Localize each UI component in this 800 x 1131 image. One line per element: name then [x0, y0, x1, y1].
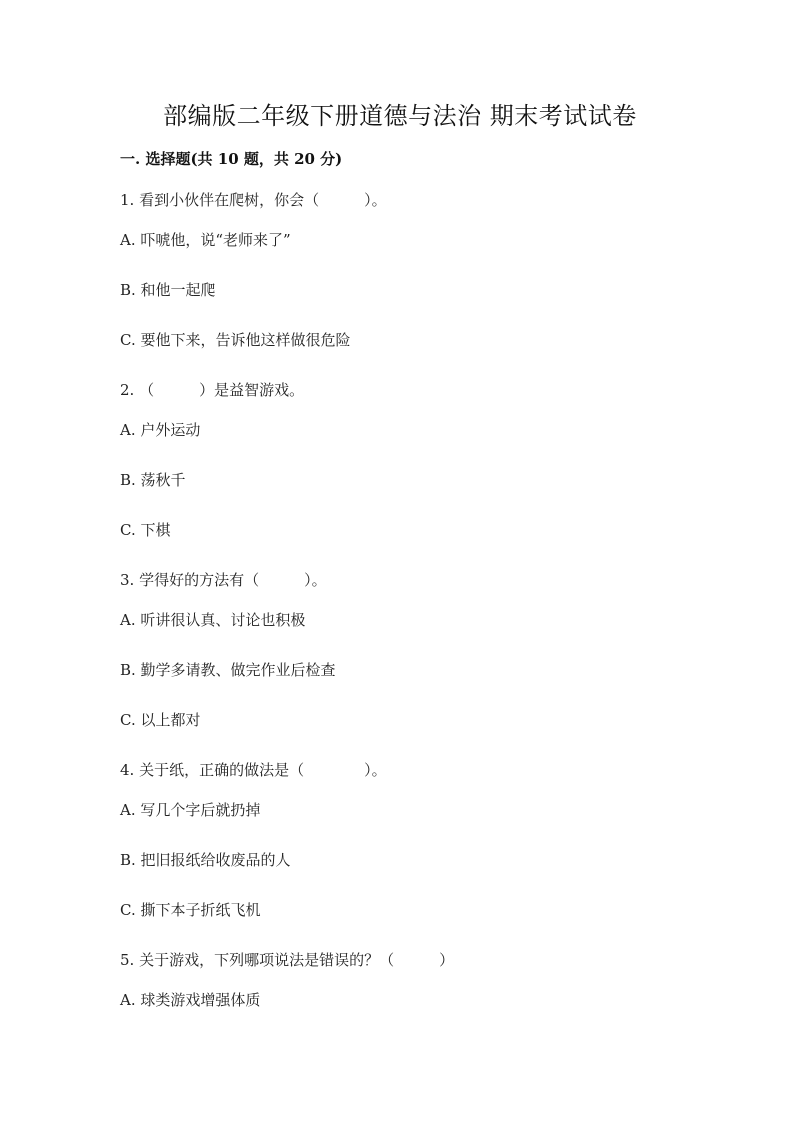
answer-option: A. 听讲很认真、讨论也积极: [120, 611, 306, 629]
answer-option: C. 撕下本子折纸飞机: [120, 901, 261, 919]
question-stem: 1. 看到小伙伴在爬树，你会（ ）。: [120, 191, 387, 209]
question-stem: 4. 关于纸，正确的做法是（ ）。: [120, 761, 387, 779]
answer-option: B. 勤学多请教、做完作业后检查: [120, 661, 336, 679]
answer-option: A. 写几个字后就扔掉: [120, 801, 261, 819]
answer-option: C. 下棋: [120, 521, 171, 539]
section-heading: 一. 选择题(共 10 题，共 20 分): [120, 150, 343, 168]
question-stem: 3. 学得好的方法有（ ）。: [120, 571, 327, 589]
answer-option: A. 吓唬他，说“老师来了”: [120, 231, 291, 249]
answer-option: A. 球类游戏增强体质: [120, 991, 261, 1009]
answer-option: B. 把旧报纸给收废品的人: [120, 851, 291, 869]
question-stem: 5. 关于游戏，下列哪项说法是错误的？（ ）: [120, 951, 455, 969]
answer-option: B. 和他一起爬: [120, 281, 216, 299]
answer-option: C. 要他下来，告诉他这样做很危险: [120, 331, 351, 349]
question-stem: 2. （ ）是益智游戏。: [120, 381, 305, 399]
answer-option: C. 以上都对: [120, 711, 201, 729]
answer-option: B. 荡秋千: [120, 471, 186, 489]
answer-option: A. 户外运动: [120, 421, 201, 439]
page-title: 部编版二年级下册道德与法治 期末考试试卷: [163, 102, 637, 130]
